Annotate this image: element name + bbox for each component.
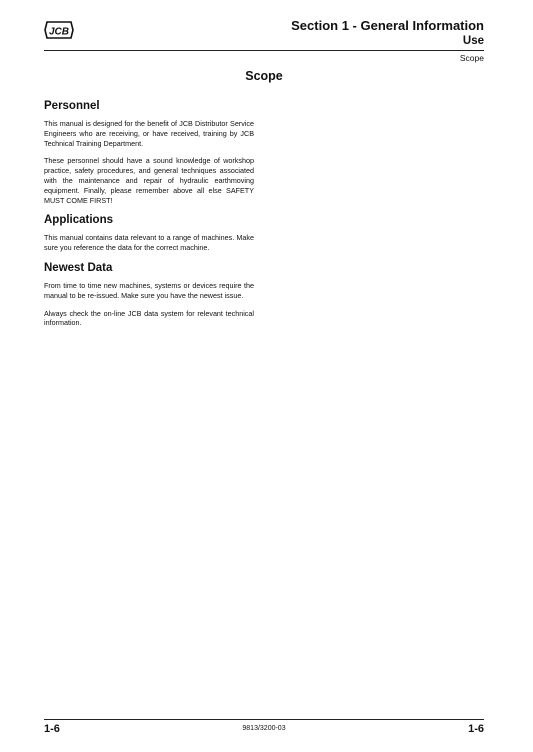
body-content bbox=[44, 100, 254, 337]
header-divider bbox=[44, 50, 484, 51]
paragraph: From time to time new machines, systems or devices require the manual to be re-issued. Make sure you have the newest issue. bbox=[44, 280, 254, 300]
section-heading: Applications bbox=[44, 214, 114, 227]
page-title: Scope bbox=[245, 69, 283, 83]
paragraph: These personnel should have a sound knowledge of workshop practice, safety procedures, and general techniques associated with the maintenance and repair of hydraulic earthmoving equipment. Finally, please remember above all else SAFETY MUST COME FIRST! bbox=[44, 156, 254, 205]
footer-divider bbox=[44, 719, 484, 720]
page-number-right: 1-6 bbox=[468, 723, 484, 735]
paragraph: This manual is designed for the benefit of JCB Distributor Service Engineers who are receiving, or have received, training by JCB Technical Training Department. bbox=[44, 119, 254, 148]
section-heading: Personnel bbox=[44, 100, 100, 112]
section-applications bbox=[44, 214, 254, 253]
jcb-logo-icon bbox=[44, 20, 74, 40]
section-personnel bbox=[44, 100, 254, 205]
jcb-logo-text: JCB bbox=[48, 26, 70, 38]
paragraph: This manual contains data relevant to a range of machines. Make sure you reference the data for the correct machine. bbox=[44, 233, 254, 253]
jcb-logo-graphic bbox=[44, 20, 74, 40]
paragraph: Always check the on-line JCB data system for relevant technical information. bbox=[44, 308, 254, 328]
page-number-left: 1-6 bbox=[44, 723, 60, 735]
subsection-title: Use bbox=[462, 35, 484, 47]
topic-label: Scope bbox=[459, 53, 484, 63]
section-heading: Newest Data bbox=[44, 261, 113, 274]
section-newest-data bbox=[44, 262, 254, 328]
document-number: 9813/3200-03 bbox=[242, 725, 286, 732]
section-title: Section 1 - General Information bbox=[291, 18, 484, 33]
